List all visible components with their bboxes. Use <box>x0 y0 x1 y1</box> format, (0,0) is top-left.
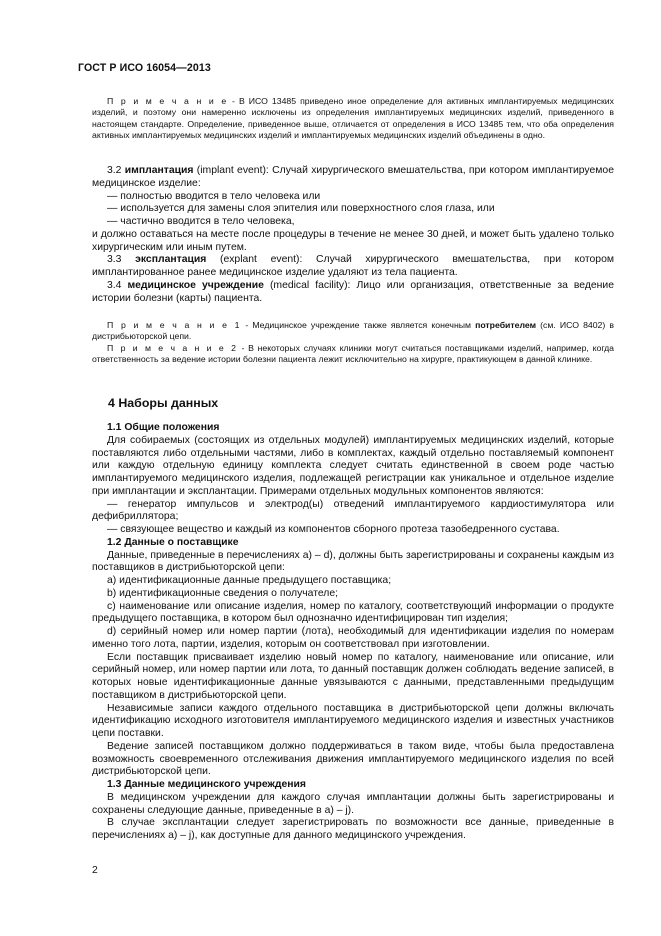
note-paragraph <box>92 96 614 142</box>
notes-3-4 <box>92 320 614 366</box>
subsection-title: 1.3 Данные медицинского учреждения <box>107 779 306 790</box>
paragraph: Независимые записи каждого отдельного поставщика в дистрибьюторской цепи должны включать идентификацию исходного изготовителя имплантируемого медицинского изделия и известных участников цепи поставки. <box>92 702 614 739</box>
paragraph: Ведение записей поставщиком должно поддерживаться в таком виде, чтобы была предоставлена возможность своевременного отслеживания движения имплантируемого медицинского изделия по всей дистрибьюторской цепи. <box>92 740 614 778</box>
list-item: — полностью вводится в тело человека или <box>107 190 321 202</box>
page-number: 2 <box>92 865 98 876</box>
paragraph: Если поставщик присваивает изделию новый номер по каталогу, наименование или описание, или серийный номер, или номер партии или лота, то данный поставщик должен соблюдать ведение записей, в которых новые идентификационные данные увязываются с данными, представленными предыдущим поставщиком в дистрибьюторской цепи. <box>92 651 614 701</box>
running-header: ГОСТ Р ИСО 16054—2013 <box>78 62 211 74</box>
list-item: — используется для замены слоя эпителия или поверхностного слоя глаза, или <box>107 203 495 215</box>
paragraph: В случае эксплантации следует зарегистрировать по возможности все данные, приведенные в перечислениях а) – j), как доступные для данного медицинского учреждения. <box>92 817 614 841</box>
list-item: c) наименование или описание изделия, номер по каталогу, соответствующий информации о продукте предыдущего поставщика, в котором был однозначно идентифицирован тип изделия; <box>92 600 614 625</box>
paragraph: Данные, приведенные в перечислениях а) – d), должны быть зарегистрированы и сохранены каждым из поставщиков в дистрибьюторской цепи: <box>92 549 614 574</box>
note-text: - В ИСО 13485 приведено иное определение для активных имплантируемых медицинских изделий, и поэтому они намеренно исключены из определения имплантируемых медицинских изделий, приведенного в настоящем стандарте. Определение, приведенное выше, отличается от определения в ИСО 13485 тем, что оба определения активных имплантируемых медицинских изделий и имплантируемых медицинских изделий объединены в одно. <box>92 96 614 141</box>
def-text: (implant event): Случай хирургического вмешательства, при котором имплантируемое медицинское изделие: <box>92 165 614 189</box>
def-number: 3.2 <box>107 165 125 176</box>
note-3-1 <box>92 96 614 142</box>
list-item: b) идентификационные сведения о получателе; <box>107 587 339 599</box>
def-term: эксплантация <box>135 254 207 266</box>
list-item: — связующее вещество и каждый из компонентов сборного протеза тазобедренного сустава. <box>107 524 560 535</box>
note-text: - В некоторых случаях клиники могут считаться поставщиками изделий, например, когда ответственность за ведение истории болезни пациента лежит исключительно на хирурге, практикующем в данной клинике. <box>92 342 614 365</box>
note-label: П р и м е ч а н и е 1 <box>107 320 242 330</box>
def-text: (explant event): Случай хирургического вмешательства, при котором имплантированное ранее медицинское изделие удаляют из тела пациента. <box>92 254 614 278</box>
note-1 <box>92 320 614 343</box>
definition-3-2 <box>92 165 614 191</box>
note-label: П р и м е ч а н и е 2 <box>107 342 238 353</box>
note-label: П р и м е ч а н и е <box>107 96 229 106</box>
list-item: d) серийный номер или номер партии (лота), необходимый для идентификации изделия по номерам именно того лота, партии, изделия, которым он соответствовал при изготовлении. <box>92 626 614 650</box>
def-text: (medical facility): Лицо или организация, ответственные за ведение истории болезни (карты) пациента. <box>92 279 614 304</box>
list-item: — генератор импульсов и электрод(ы) отведений имплантируемого кардиостимулятора или дефибриллятора; <box>92 498 614 523</box>
list-item: a) идентификационные данные предыдущего поставщика; <box>107 575 392 586</box>
def-number: 3.3 <box>107 254 136 266</box>
definition-3-2-tail: и должно оставаться на месте после процедуры в течение не менее 30 дней, и может быть удалено только хирургическим или иным путем. <box>92 228 614 253</box>
paragraph: Для собираемых (состоящих из отдельных модулей) имплантируемых медицинских изделий, которые поставляются либо отдельными частями, либо в комплектах, каждый отдельно поставляемый компонент или каждую отдельную единицу комплекта следует считать единственной в своем роде частью имплантируемого медицинского изделия, подлежащей регистрации как уникальное и отдельное изделие при имплантации и эксплантации. Примерами отдельных модульных компонентов являются: <box>92 434 614 497</box>
def-number: 3.4 <box>107 279 128 291</box>
subsection-title: 1.1 Общие положения <box>107 422 220 433</box>
section-4-title: 4 Наборы данных <box>108 396 219 410</box>
note-text: - Медицинское учреждение также является конечным <box>241 320 476 330</box>
note-text: (см. ИСО 8402) в дистрибьюторской цепи. <box>92 320 615 342</box>
definitions <box>92 165 614 305</box>
paragraph: В медицинском учреждении для каждого случая имплантации должны быть зарегистрированы и сохранены следующие данные, приведенные в а) – j). <box>92 791 614 816</box>
section-4-body <box>92 422 614 843</box>
list-item: — частично вводится в тело человека, <box>107 216 295 227</box>
note-bold-term: потребителем <box>475 320 537 330</box>
subsection-title: 1.2 Данные о поставщике <box>107 536 239 548</box>
definition-3-4 <box>92 280 614 306</box>
def-term: имплантация <box>124 165 194 176</box>
note-2 <box>92 343 614 366</box>
def-term: медицинское учреждение <box>127 279 264 291</box>
definition-3-3 <box>92 254 614 280</box>
